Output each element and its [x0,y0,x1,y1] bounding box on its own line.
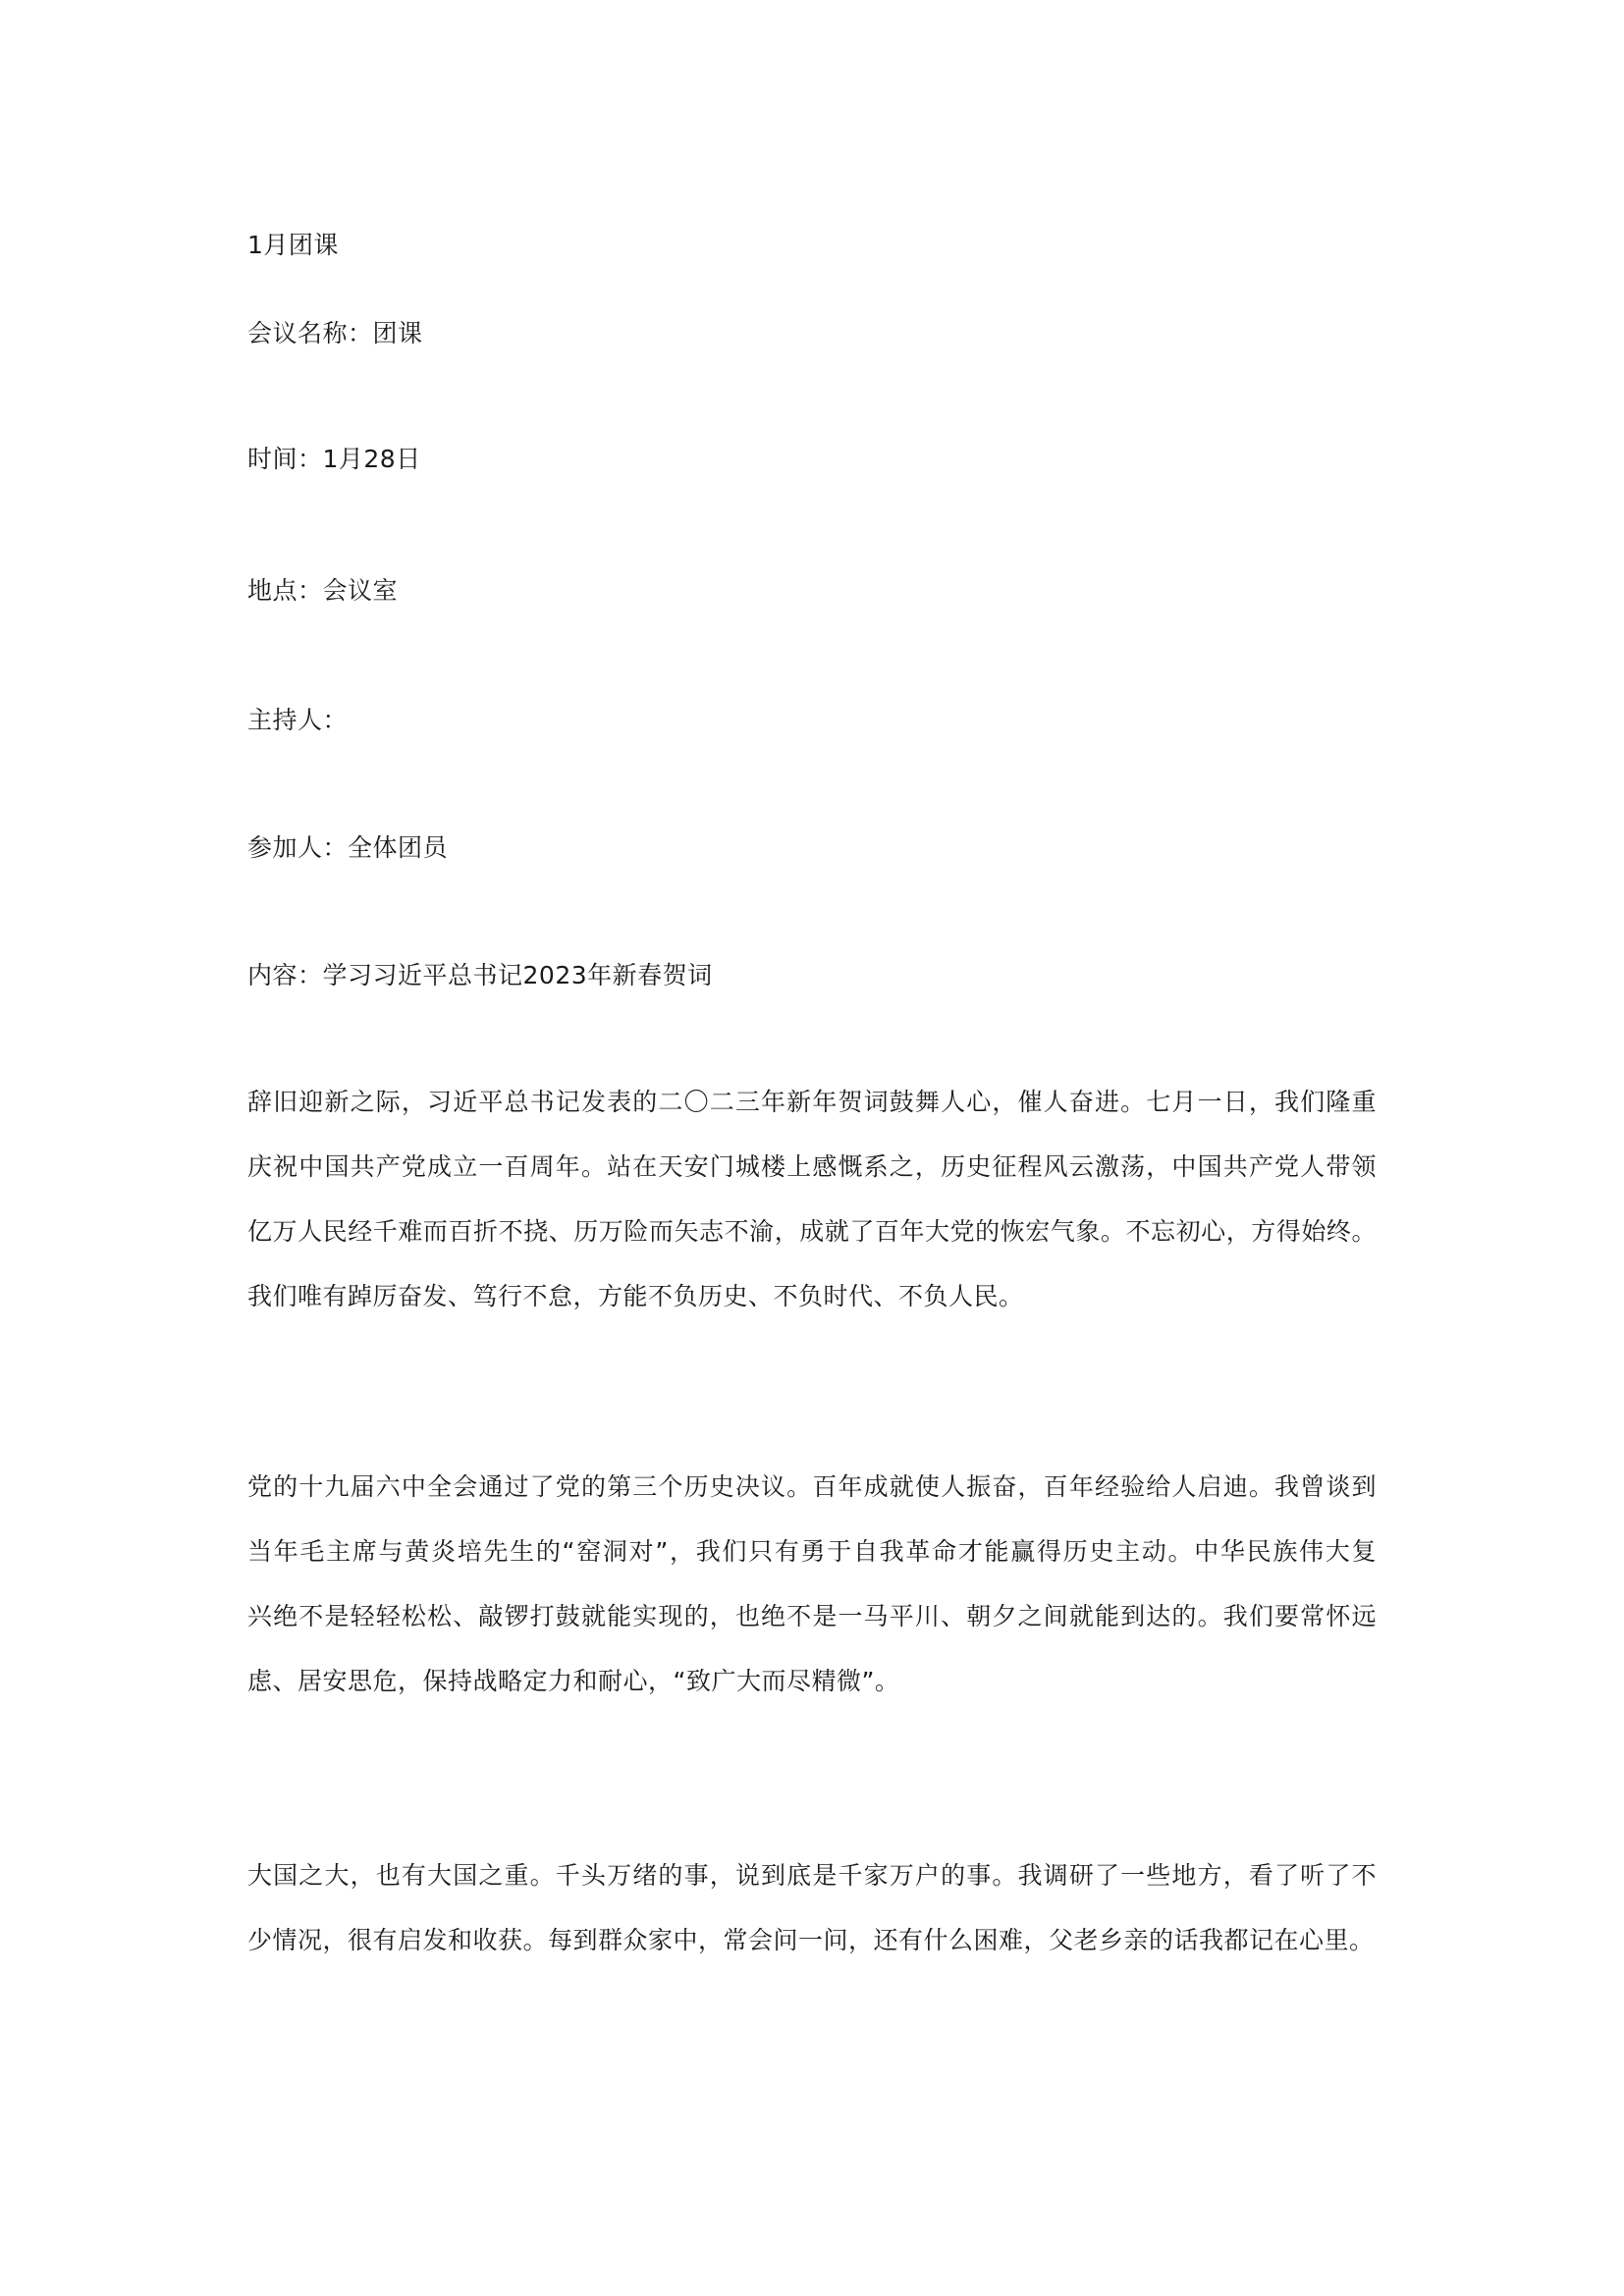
paragraph-line: 我们唯有踔厉奋发、笃行不怠，方能不负历史、不负时代、不负人民。 [247,1282,1024,1310]
body-paragraph-3 [247,1859,1377,1956]
paragraph-line: 大国之大，也有大国之重。千头万绪的事，说到底是千家万户的事。我调研了一些地方，看了听了不 [247,1861,1377,1890]
body-paragraph-2 [247,1470,1377,1697]
body-paragraph-1 [247,1086,1377,1312]
meeting-name-field: 会议名称：团课 [247,319,423,347]
location-field: 地点：会议室 [247,576,399,605]
participants-field: 参加人：全体团员 [247,833,449,862]
paragraph-line: 兴绝不是轻轻松松、敲锣打鼓就能实现的，也绝不是一马平川、朝夕之间就能到达的。我们要常怀远 [247,1602,1377,1630]
document-title: 1月团课 [247,231,339,259]
paragraph-line: 亿万人民经千难而百折不挠、历万险而矢志不渝，成就了百年大党的恢宏气象。不忘初心，方得始终。 [247,1217,1377,1246]
paragraph-line: 辞旧迎新之际，习近平总书记发表的二〇二三年新年贺词鼓舞人心，催人奋进。七月一日，我们隆重 [247,1088,1377,1116]
paragraph-line: 党的十九届六中全会通过了党的第三个历史决议。百年成就使人振奋，百年经验给人启迪。我曾谈到 [247,1472,1377,1501]
content-field: 内容：学习习近平总书记2023年新春贺词 [247,961,713,989]
paragraph-line: 当年毛主席与黄炎培先生的“窑洞对”，我们只有勇于自我革命才能赢得历史主动。中华民族伟大复 [247,1537,1377,1566]
paragraph-line: 庆祝中国共产党成立一百周年。站在天安门城楼上感慨系之，历史征程风云激荡，中国共产党人带领 [247,1152,1377,1181]
paragraph-line: 虑、居安思危，保持战略定力和耐心，“致广大而尽精微”。 [247,1667,900,1695]
paragraph-line: 少情况，很有启发和收获。每到群众家中，常会问一问，还有什么困难，父老乡亲的话我都记在心里。 [247,1926,1375,1954]
time-field: 时间：1月28日 [247,445,421,473]
host-field: 主持人： [247,706,349,734]
